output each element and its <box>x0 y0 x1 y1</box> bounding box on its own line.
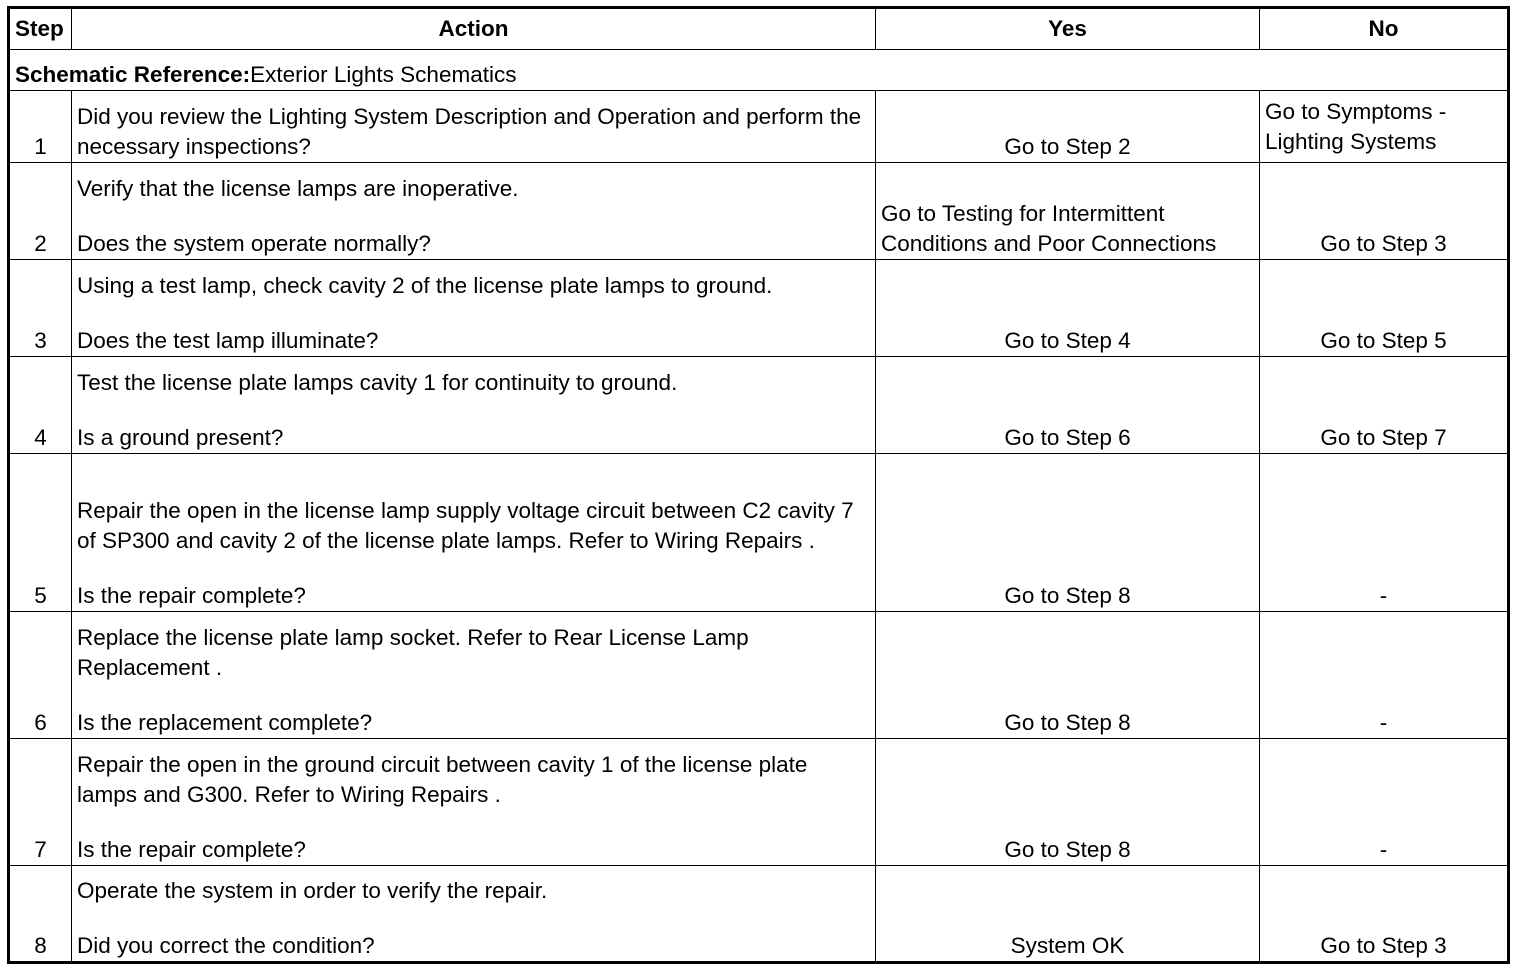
step-number: 3 <box>9 260 72 357</box>
header-step: Step <box>9 8 72 50</box>
yes-cell: Go to Step 4 <box>876 260 1260 357</box>
action-cell <box>72 91 876 163</box>
yes-cell: Go to Step 2 <box>876 91 1260 163</box>
step-number: 1 <box>9 91 72 163</box>
action-cell <box>72 454 876 612</box>
action-text: Using a test lamp, check cavity 2 of the license plate lamps to ground. <box>77 273 773 298</box>
no-cell: - <box>1260 739 1509 866</box>
schematic-reference-value: Exterior Lights Schematics <box>250 62 517 87</box>
yes-cell: Go to Step 8 <box>876 739 1260 866</box>
schematic-reference-label: Schematic Reference: <box>15 62 251 87</box>
header-action: Action <box>72 8 876 50</box>
action-text: Did you review the Lighting System Description and Operation and perform the necessary inspections? <box>77 104 862 159</box>
no-cell: Go to Symptoms - Lighting Systems <box>1260 91 1509 163</box>
action-question: Is the repair complete? <box>77 583 306 608</box>
table-row <box>9 454 1509 612</box>
action-text: Test the license plate lamps cavity 1 for continuity to ground. <box>77 370 678 395</box>
yes-cell: Go to Step 6 <box>876 357 1260 454</box>
step-number: 7 <box>9 739 72 866</box>
table-row <box>9 739 1509 866</box>
header-row <box>9 8 1509 50</box>
table-row <box>9 163 1509 260</box>
action-cell <box>72 163 876 260</box>
yes-cell: System OK <box>876 866 1260 963</box>
action-cell <box>72 260 876 357</box>
action-cell <box>72 357 876 454</box>
action-question: Does the system operate normally? <box>77 231 431 256</box>
header-yes: Yes <box>876 8 1260 50</box>
action-text: Verify that the license lamps are inoperative. <box>77 176 519 201</box>
table-row <box>9 91 1509 163</box>
table-row <box>9 357 1509 454</box>
action-question: Does the test lamp illuminate? <box>77 328 379 353</box>
yes-cell: Go to Step 8 <box>876 612 1260 739</box>
table-row <box>9 866 1509 963</box>
step-number: 5 <box>9 454 72 612</box>
step-number: 2 <box>9 163 72 260</box>
action-text: Repair the open in the license lamp supply voltage circuit between C2 cavity 7 of SP300 and cavity 2 of the license plate lamps. Refer to Wiring Repairs . <box>77 498 854 553</box>
no-cell: - <box>1260 612 1509 739</box>
schematic-reference <box>9 50 1509 91</box>
action-question: Is a ground present? <box>77 425 284 450</box>
no-cell: Go to Step 3 <box>1260 866 1509 963</box>
no-cell: Go to Step 5 <box>1260 260 1509 357</box>
step-number: 8 <box>9 866 72 963</box>
step-number: 6 <box>9 612 72 739</box>
action-question: Is the repair complete? <box>77 837 306 862</box>
no-cell: - <box>1260 454 1509 612</box>
table-row <box>9 260 1509 357</box>
action-text: Operate the system in order to verify the repair. <box>77 878 548 903</box>
header-no: No <box>1260 8 1509 50</box>
action-cell <box>72 612 876 739</box>
table-row <box>9 612 1509 739</box>
action-text: Replace the license plate lamp socket. Refer to Rear License Lamp Replacement . <box>77 625 749 680</box>
action-question: Did you correct the condition? <box>77 933 375 958</box>
schematic-reference-row <box>9 50 1509 91</box>
step-number: 4 <box>9 357 72 454</box>
no-cell: Go to Step 3 <box>1260 163 1509 260</box>
yes-cell: Go to Testing for Intermittent Conditions and Poor Connections <box>876 163 1260 260</box>
diagnostic-table <box>7 6 1510 964</box>
action-cell <box>72 866 876 963</box>
action-cell <box>72 739 876 866</box>
action-question: Is the replacement complete? <box>77 710 373 735</box>
yes-cell: Go to Step 8 <box>876 454 1260 612</box>
action-text: Repair the open in the ground circuit between cavity 1 of the license plate lamps and G300. Refer to Wiring Repairs . <box>77 752 808 807</box>
no-cell: Go to Step 7 <box>1260 357 1509 454</box>
